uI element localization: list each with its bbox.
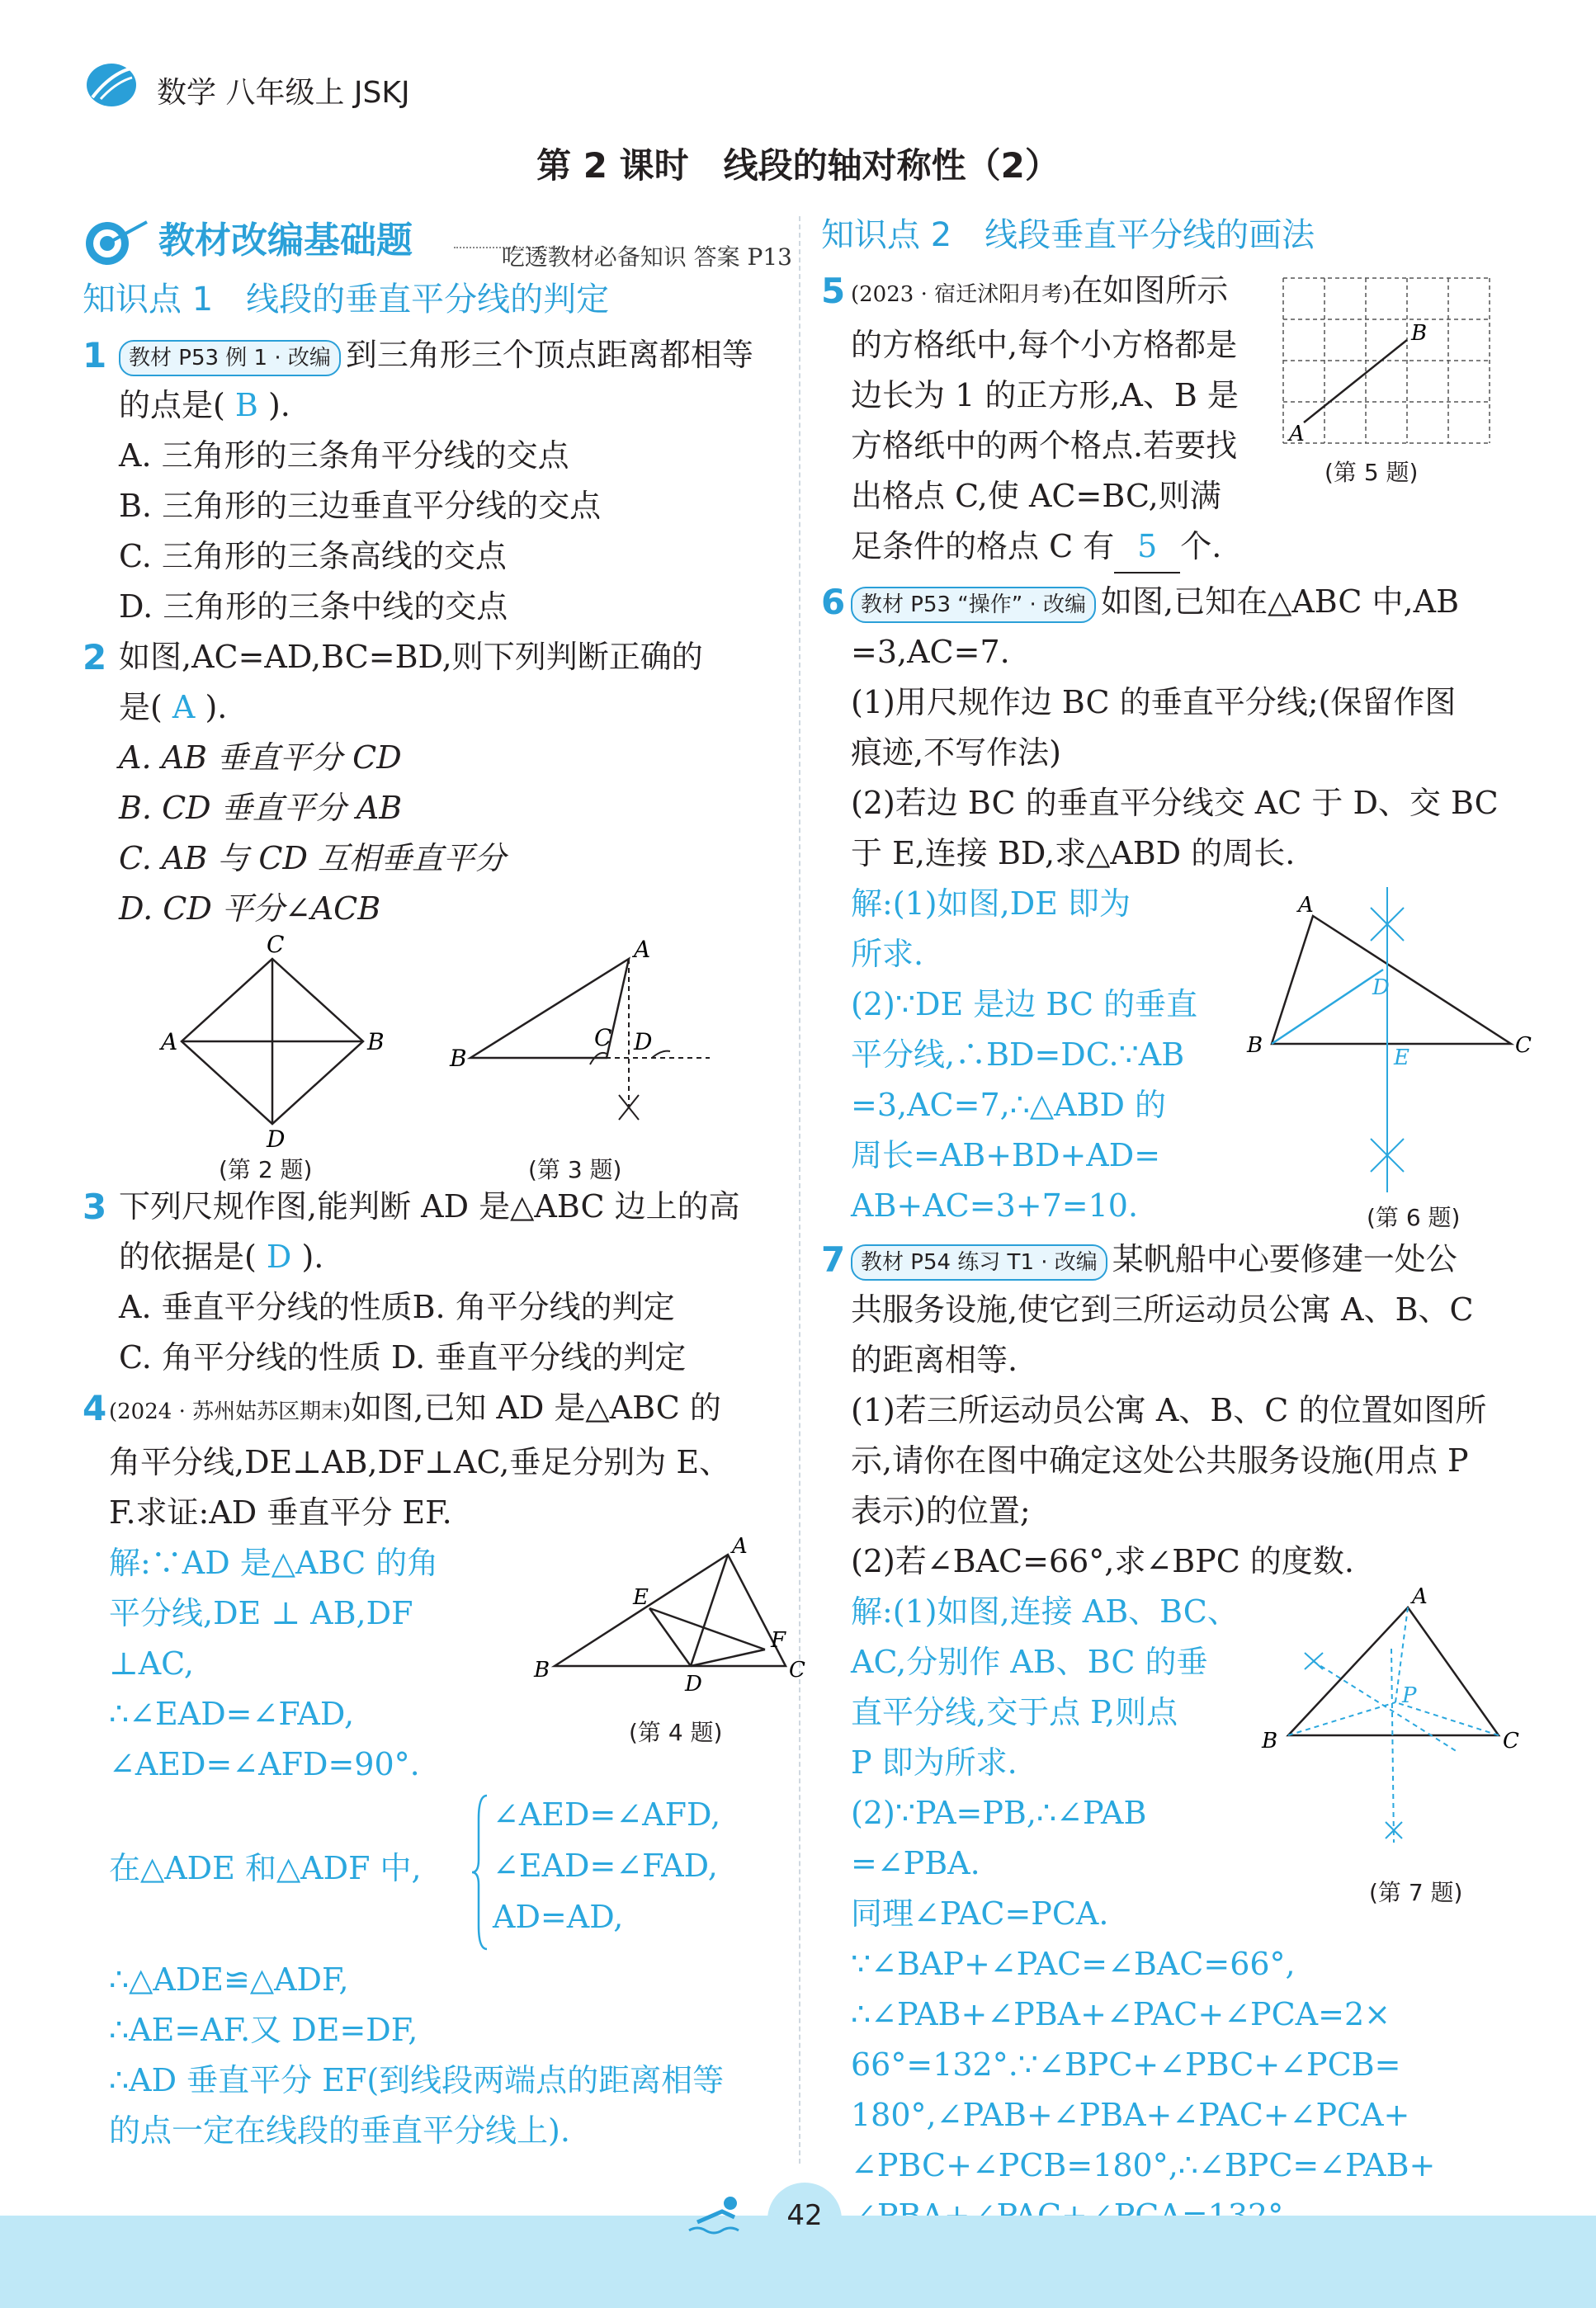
- stem-text: 如图,已知在△ABC 中,AB: [1101, 583, 1460, 620]
- solution-line: (2)∵PA=PB,∴∠PAB: [851, 1795, 1147, 1831]
- right-column: [821, 210, 1531, 2241]
- question-number: 5: [821, 271, 846, 311]
- solution-line: 平分线,DE ⊥ AB,DF: [109, 1595, 413, 1631]
- knowledge-point-2: 知识点 2 线段垂直平分线的画法: [821, 216, 1315, 254]
- brace-line: AD=AD,: [493, 1899, 624, 1935]
- label-d: D: [685, 1672, 702, 1697]
- solution-line: AB+AC=3+7=10.: [851, 1187, 1139, 1224]
- solution-line: AC,分别作 AB、BC 的垂: [851, 1644, 1208, 1680]
- question-stem-2: 角平分线,DE⊥AB,DF⊥AC,垂足分别为 E、: [109, 1444, 731, 1480]
- label-b: B: [1247, 1033, 1263, 1058]
- solution-line: ∴AE=AF.又 DE=DF,: [109, 2012, 418, 2048]
- question-stem-2: [119, 380, 792, 431]
- label-b: B: [1262, 1729, 1278, 1753]
- stem-text: ).: [267, 387, 290, 423]
- answer: A: [172, 689, 196, 725]
- question-stem: 下列尺规作图,能判断 AD 是△ABC 边上的高: [119, 1188, 740, 1225]
- solution-q7: [851, 1584, 1531, 1906]
- option-a: A. AB 垂直平分 CD: [119, 739, 402, 776]
- left-column: [83, 210, 805, 2156]
- section-sub: [502, 232, 792, 282]
- label-a: A: [1289, 422, 1305, 446]
- stem-line: 边长为 1 的正方形,A、B 是: [851, 377, 1239, 413]
- solution-line: ⊥AC,: [109, 1645, 194, 1682]
- solution-line: =∠PBA.: [851, 1845, 980, 1881]
- knowledge-point-1: 知识点 1 线段的垂直平分线的判定: [83, 281, 610, 319]
- solution-line: ∴∠PAB+∠PBA+∠PAC+∠PCA=2×: [851, 1996, 1391, 2032]
- figure-q6: [1247, 879, 1532, 1192]
- solution-line: 解:(1)如图,连接 AB、BC、: [851, 1593, 1239, 1630]
- solution-line: 180°,∠PAB+∠PBA+∠PAC+∠PCA+: [851, 2097, 1410, 2133]
- label-c: C: [789, 1658, 805, 1683]
- solution-line: ∴△ADE≌△ADF,: [109, 1961, 349, 1998]
- brace-line: ∠AED=∠AFD,: [493, 1796, 721, 1833]
- solution-q4: [109, 1534, 805, 1790]
- solution-line: 所求.: [851, 936, 924, 972]
- option-c: C. AB 与 CD 互相垂直平分: [119, 840, 507, 876]
- stem-text: 的依据是(: [119, 1239, 257, 1275]
- figure-q2: [149, 931, 396, 1153]
- figure-q3: [446, 934, 726, 1149]
- figure-q5-grid: [1279, 274, 1494, 447]
- section-name: 教材改编基础题: [158, 219, 413, 262]
- question-number: 6: [821, 582, 846, 622]
- source: (2024 · 苏州姑苏区期末): [109, 1399, 352, 1424]
- stem-line: 于 E,连接 BD,求△ABD 的周长.: [851, 835, 1296, 871]
- solution-line: ∠AED=∠AFD=90°.: [109, 1746, 420, 1782]
- book-title: 数学 八年级上 JSKJ: [157, 76, 410, 110]
- stem-line: (2)若∠BAC=66°,求∠BPC 的度数.: [851, 1543, 1354, 1579]
- caption-q4: (第 4 题): [629, 1719, 723, 1746]
- option-ab: A. 垂直平分线的性质B. 角平分线的判定: [119, 1289, 675, 1325]
- option-cd: C. 角平分线的性质 D. 垂直平分线的判定: [119, 1339, 687, 1376]
- label-b: B: [534, 1658, 550, 1683]
- stem-line: 方格纸中的两个格点.若要找: [851, 427, 1238, 464]
- label-e: E: [633, 1585, 649, 1610]
- solution-line: 解:∵AD 是△ABC 的角: [109, 1545, 439, 1581]
- label-d: D: [1372, 975, 1390, 1000]
- solution-line: P 即为所求.: [851, 1744, 1018, 1781]
- stem-text: 如图,已知 AD 是△ABC 的: [351, 1390, 721, 1426]
- stem-text: ).: [301, 1239, 324, 1275]
- caption-q7: (第 7 题): [1369, 1879, 1463, 1906]
- stem-line: (2)若边 BC 的垂直平分线交 AC 于 D、交 BC: [851, 785, 1499, 821]
- option-b: B. CD 垂直平分 AB: [119, 790, 403, 826]
- leaf-logo-icon: [83, 56, 140, 114]
- question-stem-2: [119, 682, 792, 733]
- stem-text: 在如图所示: [1071, 272, 1229, 309]
- solution-line: ∠PBC+∠PCB=180°,∴∠BPC=∠PAB+: [851, 2147, 1436, 2183]
- question-1: [83, 330, 792, 632]
- stem-line: 痕迹,不写作法): [851, 734, 1061, 771]
- solution-q6: [851, 879, 1531, 1231]
- label-d: D: [267, 1126, 286, 1153]
- label-d: D: [634, 1028, 653, 1055]
- stem-line: =3,AC=7.: [851, 634, 1010, 670]
- solution-line: ∴AD 垂直平分 EF(到线段两端点的距离相等: [109, 2062, 725, 2098]
- stem-text: 个.: [1180, 528, 1222, 564]
- answer-ref: 答案 P13: [693, 243, 792, 271]
- stem-line: (1)用尺规作边 BC 的垂直平分线;(保留作图: [851, 684, 1457, 720]
- question-number: 1: [83, 335, 107, 375]
- solution-line: ∴∠EAD=∠FAD,: [109, 1696, 355, 1732]
- question-number: 4: [83, 1388, 107, 1428]
- label-a: A: [161, 1028, 178, 1055]
- swimmer-icon: [685, 2191, 751, 2240]
- stem-line-last: [851, 522, 1531, 573]
- label-c: C: [267, 931, 285, 958]
- column-divider: [799, 216, 800, 2164]
- stem-text: 的点是(: [119, 387, 225, 423]
- caption-q6: (第 6 题): [1367, 1204, 1461, 1231]
- label-c: C: [594, 1024, 612, 1051]
- caption-q5: (第 5 题): [1324, 459, 1419, 486]
- question-number: 7: [821, 1239, 846, 1280]
- section-banner: [83, 210, 792, 270]
- question-stem: 如图,AC=AD,BC=BD,则下列判断正确的: [119, 639, 703, 675]
- page-number: 42: [767, 2183, 842, 2240]
- label-c: C: [1515, 1033, 1532, 1058]
- caption-q3: (第 3 题): [528, 1156, 622, 1183]
- solution-line: ∵∠BAP+∠PAC=∠BAC=66°,: [851, 1946, 1296, 1982]
- label-a: A: [1298, 893, 1314, 918]
- question-stem: [109, 1383, 792, 1437]
- option-a: A. 三角形的三条角平分线的交点: [119, 437, 569, 474]
- label-b: B: [1411, 321, 1428, 346]
- label-a: A: [1412, 1584, 1428, 1609]
- answer-blank: 5: [1114, 522, 1180, 573]
- solution-line: 周长=AB+BD+AD=: [851, 1137, 1161, 1173]
- question-5: [821, 266, 1531, 573]
- solution-line: (2)∵DE 是边 BC 的垂直: [851, 986, 1198, 1022]
- answer: D: [266, 1239, 292, 1275]
- stem-line: 出格点 C,使 AC=BC,则满: [851, 478, 1221, 514]
- figure-q7: [1255, 1584, 1536, 1851]
- brace-prefix: 在△ADE 和△ADF 中,: [109, 1850, 422, 1886]
- caption-q2: (第 2 题): [219, 1156, 313, 1183]
- question-stem-2: [119, 1232, 792, 1282]
- label-f: F: [771, 1628, 786, 1653]
- figures-q2-q3: [83, 931, 792, 1183]
- stem-line: 的距离相等.: [851, 1342, 1018, 1378]
- stem-line: 共服务设施,使它到三所运动员公寓 A、B、C: [851, 1291, 1474, 1328]
- label-e: E: [1394, 1045, 1409, 1070]
- question-6: [821, 577, 1531, 1231]
- stem-text: 是(: [119, 689, 163, 725]
- stem-line: 的方格纸中,每个小方格都是: [851, 327, 1238, 363]
- solution-line: 同理∠PAC=PCA.: [851, 1895, 1109, 1932]
- question-7: [821, 1234, 1531, 2241]
- brace-block: [109, 1790, 792, 1955]
- question-number: 3: [83, 1187, 107, 1227]
- stem-line: 示,请你在图中确定这处公共服务设施(用点 P: [851, 1442, 1469, 1479]
- section-sub-text: 吃透教材必备知识: [501, 243, 687, 271]
- label-a: A: [634, 936, 651, 963]
- source: (2023 · 宿迁沭阳月考): [851, 282, 1072, 307]
- brace-line: ∠EAD=∠FAD,: [493, 1848, 718, 1884]
- label-p: P: [1402, 1683, 1417, 1708]
- stem-text: 到三角形三个顶点距离都相等: [345, 337, 753, 373]
- option-b: B. 三角形的三边垂直平分线的交点: [119, 488, 602, 524]
- textbook-tag: 教材 P54 练习 T1 · 改编: [851, 1244, 1107, 1281]
- solution-line: 平分线,∴BD=DC.∵AB: [851, 1036, 1185, 1073]
- page-header: [83, 48, 1513, 130]
- solution-line: =3,AC=7,∴△ABD 的: [851, 1087, 1167, 1123]
- question-2: [83, 632, 792, 934]
- label-b: B: [367, 1028, 385, 1055]
- textbook-tag: 教材 P53 例 1 · 改编: [119, 340, 341, 376]
- option-c: C. 三角形的三条高线的交点: [119, 538, 507, 574]
- question-stem-3: F.求证:AD 垂直平分 EF.: [109, 1494, 452, 1531]
- question-3: [83, 1182, 792, 1383]
- textbook-tag: 教材 P53 “操作” · 改编: [851, 587, 1096, 623]
- question-stem: [851, 577, 1531, 627]
- brace-icon: [472, 1794, 489, 1951]
- solution-line: 66°=132°.∵∠BPC+∠PBC+∠PCB=: [851, 2046, 1401, 2083]
- stem-text: ).: [205, 689, 228, 725]
- question-stem: [119, 330, 792, 380]
- label-a: A: [732, 1534, 748, 1559]
- stem-text: 某帆船中心要修建一处公: [1112, 1241, 1457, 1277]
- figure-q4: [530, 1534, 810, 1720]
- solution-line: 解:(1)如图,DE 即为: [851, 885, 1131, 922]
- question-4: [83, 1383, 805, 2156]
- label-b: B: [450, 1045, 467, 1072]
- question-number: 2: [83, 637, 107, 677]
- solution-line: 的点一定在线段的垂直平分线上).: [109, 2112, 570, 2149]
- answer: B: [234, 387, 258, 423]
- solution-line: 直平分线,交于点 P,则点: [851, 1694, 1178, 1730]
- question-stem: [851, 1234, 1531, 1285]
- label-c: C: [1503, 1729, 1519, 1753]
- option-d: D. 三角形的三条中线的交点: [119, 588, 508, 625]
- stem-line: 表示)的位置;: [851, 1493, 1031, 1529]
- page-title: 第 2 课时 线段的轴对称性（2）: [536, 145, 1060, 186]
- target-icon: [83, 217, 152, 267]
- stem-text: 足条件的格点 C 有: [851, 528, 1115, 564]
- stem-line: (1)若三所运动员公寓 A、B、C 的位置如图所: [851, 1392, 1487, 1428]
- option-d: D. CD 平分∠ACB: [119, 890, 381, 927]
